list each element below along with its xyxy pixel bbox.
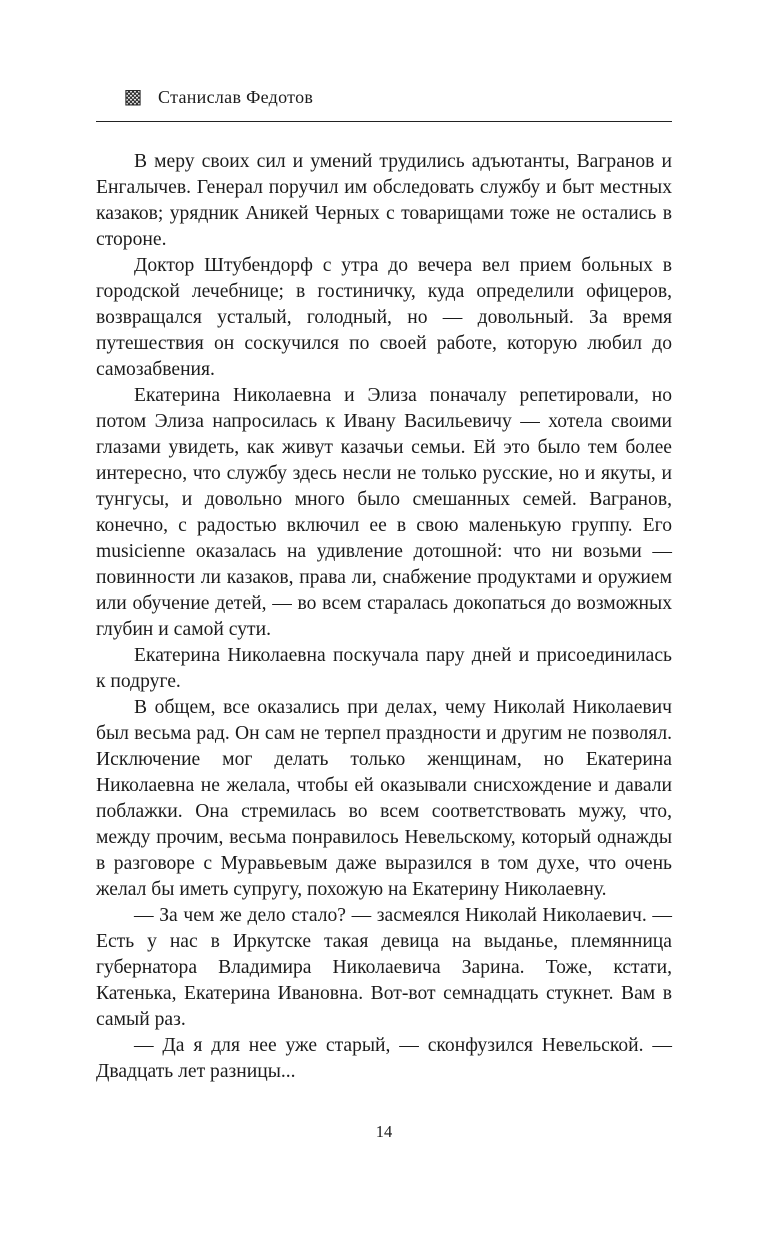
author-name: Станислав Федотов xyxy=(158,86,314,107)
header-rule xyxy=(96,121,672,122)
page-header xyxy=(96,86,672,108)
page-footer xyxy=(0,1122,768,1142)
ornament-icon: ▩ xyxy=(123,86,143,108)
paragraph-5: В общем, все оказались при делах, чему Николай Николаевич был весьма рад. Он сам не терпел праздности и другим не позволял. Исключение мог делать только женщинам, но Екатерина Николаевна не желала, чтобы ей оказывали снисхождение и давали поблажки. Она стремилась во всем соответствовать мужу, что, между прочим, весьма понравилось Невельскому, который однажды в разговоре с Муравьевым даже выразился в том духе, что очень желал бы иметь супругу, похожую на Екатерину Николаевну. xyxy=(96,697,672,900)
paragraph-3: Екатерина Николаевна и Элиза поначалу репетировали, но потом Элиза напросилась к Ивану Васильевичу — хотела своими глазами увидеть, как живут казачьи семьи. Ей это было тем более интересно, что службу здесь несли не только русские, но и якуты, и тунгусы, и довольно много было смешанных семей. Вагранов, конечно, с радостью включил ее в свою маленькую группу. Его musicienne оказалась на удивление дотошной: что ни возьми — повинности ли казаков, права ли, снабжение продуктами и оружием или обучение детей, — во всем старалась докопаться до возможных глубин и самой сути. xyxy=(96,385,672,640)
paragraph-4: Екатерина Николаевна поскучала пару дней и присоединилась к подруге. xyxy=(96,645,672,692)
paragraph-2: Доктор Штубендорф с утра до вечера вел прием больных в городской лечебнице; в гостиничку, куда определили офицеров, возвращался усталый, голодный, но — довольный. За время путешествия он соскучился по своей работе, которую любил до самозабвения. xyxy=(96,255,672,380)
page-body xyxy=(96,149,672,1085)
page-number: 14 xyxy=(375,1122,393,1141)
paragraph-6: — За чем же дело стало? — засмеялся Николай Николаевич. — Есть у нас в Иркутске такая девица на выданье, племянница губернатора Владимира Николаевича Зарина. Тоже, кстати, Катенька, Екатерина Ивановна. Вот-вот семнадцать стукнет. Вам в самый раз. xyxy=(96,905,672,1030)
paragraph-1: В меру своих сил и умений трудились адъютанты, Вагранов и Енгалычев. Генерал поручил им обследовать службу и быт местных казаков; урядник Аникей Черных с товарищами тоже не остались в стороне. xyxy=(96,151,672,250)
paragraph-7: — Да я для нее уже старый, — сконфузился Невельской. — Двадцать лет разницы... xyxy=(96,1035,672,1082)
